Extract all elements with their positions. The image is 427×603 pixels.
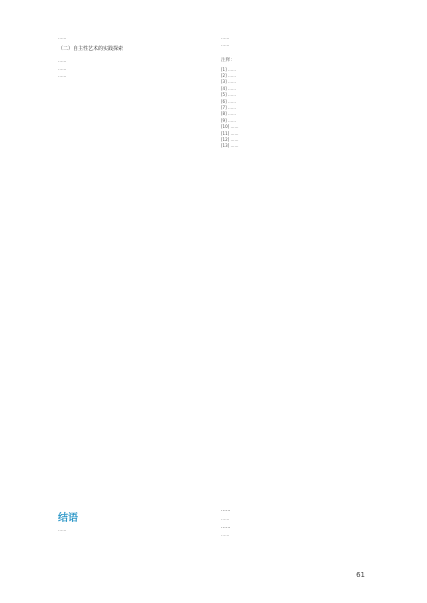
author-block xyxy=(221,505,373,538)
author-name: …… xyxy=(221,508,231,513)
references-title: 注释： xyxy=(221,57,235,63)
reference-item: [8] …… xyxy=(221,111,236,117)
page-number: 61 xyxy=(356,571,365,579)
conclusion-paragraph: …… xyxy=(58,527,67,532)
reference-item: [10] …… xyxy=(221,124,239,130)
reference-item: [6] …… xyxy=(221,98,236,104)
right-paragraph-1: …… xyxy=(221,35,230,40)
reference-item: [11] …… xyxy=(221,130,239,136)
right-paragraph-2: …… xyxy=(221,42,230,48)
references xyxy=(221,57,373,150)
left-column xyxy=(58,34,213,79)
reference-item: [7] …… xyxy=(221,105,236,111)
reference-item: [13] …… xyxy=(221,143,239,149)
reference-item: [12] …… xyxy=(221,137,239,143)
conclusion-heading: 结语 xyxy=(58,513,78,524)
author-title: …… xyxy=(221,532,230,537)
reference-item: [5] …… xyxy=(221,92,236,98)
author-title: …… xyxy=(221,515,230,521)
left-paragraph-2: …… xyxy=(58,58,67,64)
section-subheading: （二）自主性艺术的实践探索 xyxy=(58,46,124,53)
left-paragraph-3: …… xyxy=(58,65,67,71)
left-paragraph-1: …… xyxy=(58,35,67,40)
reference-item: [2] …… xyxy=(221,73,236,78)
reference-item: [3] …… xyxy=(221,79,236,85)
reference-item: [9] …… xyxy=(221,117,236,123)
right-column xyxy=(221,34,373,150)
conclusion-section xyxy=(58,512,213,533)
reference-item: [4] …… xyxy=(221,85,236,91)
left-paragraph-4: …… xyxy=(58,72,67,78)
author-name: …… xyxy=(221,524,231,530)
reference-item: [1] …… xyxy=(221,66,236,72)
